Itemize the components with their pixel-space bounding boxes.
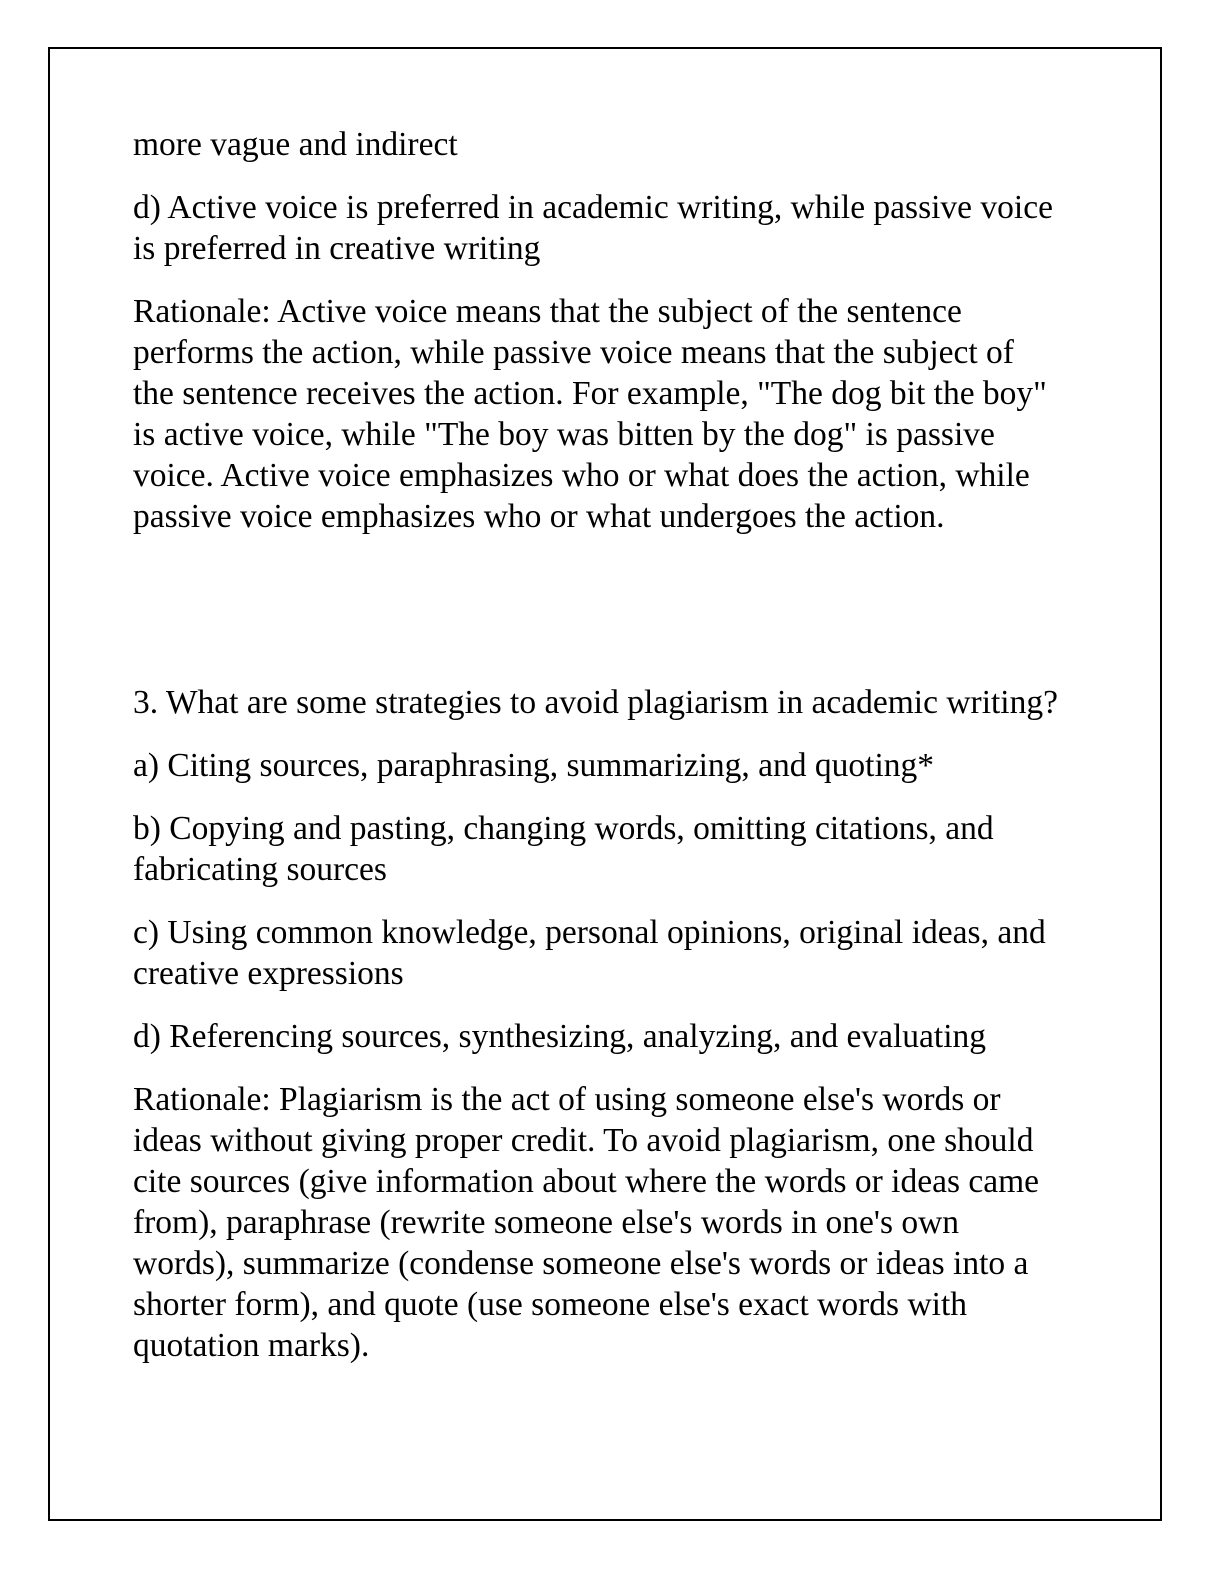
q2-option-d: d) Active voice is preferred in academic writing, while passive voice is preferred in creative writing	[133, 189, 1053, 267]
q3-option-c: c) Using common knowledge, personal opinions, original ideas, and creative expressions	[133, 914, 1046, 992]
q3-option-a: a) Citing sources, paraphrasing, summarizing, and quoting*	[133, 747, 935, 784]
document-body	[133, 124, 1063, 1366]
q3-question: 3. What are some strategies to avoid plagiarism in academic writing?	[133, 684, 1058, 721]
q3-option-b: b) Copying and pasting, changing words, omitting citations, and fabricating sources	[133, 810, 994, 888]
q3-rationale: Rationale: Plagiarism is the act of using someone else's words or ideas without giving proper credit. To avoid plagiarism, one should cite sources (give information about where the words or ideas came from), paraphrase (rewrite someone else's words in one's own words), summarize (condense someone else's words or ideas into a shorter form), and quote (use someone else's exact words with quotation marks).	[133, 1081, 1040, 1364]
q3-option-d: d) Referencing sources, synthesizing, analyzing, and evaluating	[133, 1018, 987, 1055]
continuation-line: more vague and indirect	[133, 126, 458, 163]
q2-rationale: Rationale: Active voice means that the subject of the sentence performs the action, while passive voice means that the subject of the sentence receives the action. For example, "The dog bit the boy" is active voice, while "The boy was bitten by the dog" is passive voice. Active voice emphasizes who or what does the action, while passive voice emphasizes who or what undergoes the action.	[133, 293, 1047, 535]
